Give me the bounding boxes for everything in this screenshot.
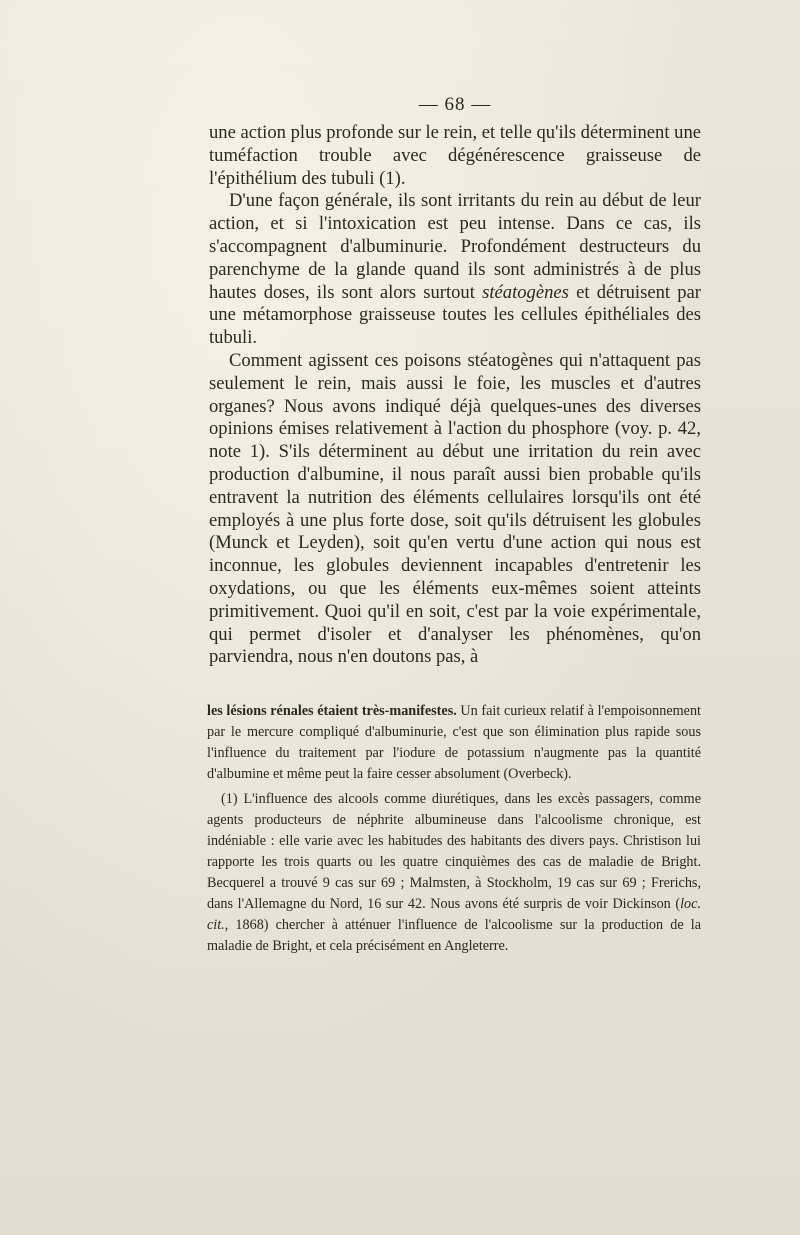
paragraph-2-emphasis: stéatogènes xyxy=(482,281,569,303)
footnote-1-part-a: (1) L'influence des alcools comme diurétiques, dans les excès passagers, comme agents producteurs de néphrite albumineuse dans l'alcoolisme chronique, est indéniable : elle varie avec les habitudes des habitants des divers pays. Christison lui rapporte les trois quarts ou les quatre cinquièmes des cas de maladie de Bright. Becquerel a trouvé 9 cas sur 69 ; Malmsten, à Stockholm, 19 cas sur 69 ; Frerichs, dans l'Allemagne du Nord, 16 sur 42. Nous avons été surpris de voir Dickinson ( xyxy=(207,791,701,912)
paragraph-2-part-b: et détruisent par une métamorphose graisseuse toutes les cellules épithéliales des tubuli. xyxy=(209,281,702,349)
footnote-continuation xyxy=(207,701,701,785)
footnote-1-part-b: , 1868) chercher à atténuer l'influence de l'alcoolisme sur la production de la maladie de Bright, et cela précisément en Angleterre. xyxy=(207,917,701,954)
main-text xyxy=(209,122,701,669)
footnote-continuation-lead: les lésions rénales étaient très-manifestes. xyxy=(207,703,457,719)
footnote-1 xyxy=(207,789,701,957)
paragraph-2-part-a: D'une façon générale, ils sont irritants du rein au début de leur action, et si l'intoxication est peu intense. Dans ce cas, ils s'accompagnent d'albuminurie. Profondément destructeurs du parenchyme de la glande quand ils sont administrés à de plus hautes doses, ils sont alors surtout xyxy=(209,190,701,303)
footnotes xyxy=(207,701,701,961)
footnote-1-emphasis: loc. cit. xyxy=(207,896,701,933)
paragraph-1: une action plus profonde sur le rein, et telle qu'ils déterminent une tuméfaction trouble avec dégénérescence graisseuse de l'épithélium des tubuli (1). xyxy=(209,122,701,189)
footnote-continuation-rest: Un fait curieux relatif à l'empoisonnement par le mercure compliqué d'albuminurie, c'est que son élimination plus rapide sous l'influence du traitement par l'iodure de potassium n'augmente pas la quantité d'albumine et même peut la faire cesser absolument (Overbeck). xyxy=(207,703,701,782)
paragraph-2 xyxy=(209,190,701,350)
paragraph-3: Comment agissent ces poisons stéatogènes qui n'attaquent pas seulement le rein, mais aussi le foie, les muscles et d'autres organes? Nous avons indiqué déjà quelques-unes des diverses opinions émises relativement à l'action du phosphore (voy. p. 42, note 1). S'ils déterminent au début une irritation du rein avec production d'albumine, il nous paraît aussi bien probable qu'ils entravent la nutrition des éléments cellulaires lorsqu'ils ont été employés à une plus forte dose, soit qu'ils détruisent les globules (Munck et Leyden), soit qu'en vertu d'une action qui nous est inconnue, les globules deviennent incapables d'entretenir les oxydations, ou que les éléments eux-mêmes soient atteints primitivement. Quoi qu'il en soit, c'est par la voie expérimentale, qui permet d'isoler et d'analyser les phénomènes, qu'on parviendra, nous n'en doutons pas, à xyxy=(209,349,701,668)
page-number: — 68 — xyxy=(418,94,492,115)
footnote-separator xyxy=(205,678,219,679)
